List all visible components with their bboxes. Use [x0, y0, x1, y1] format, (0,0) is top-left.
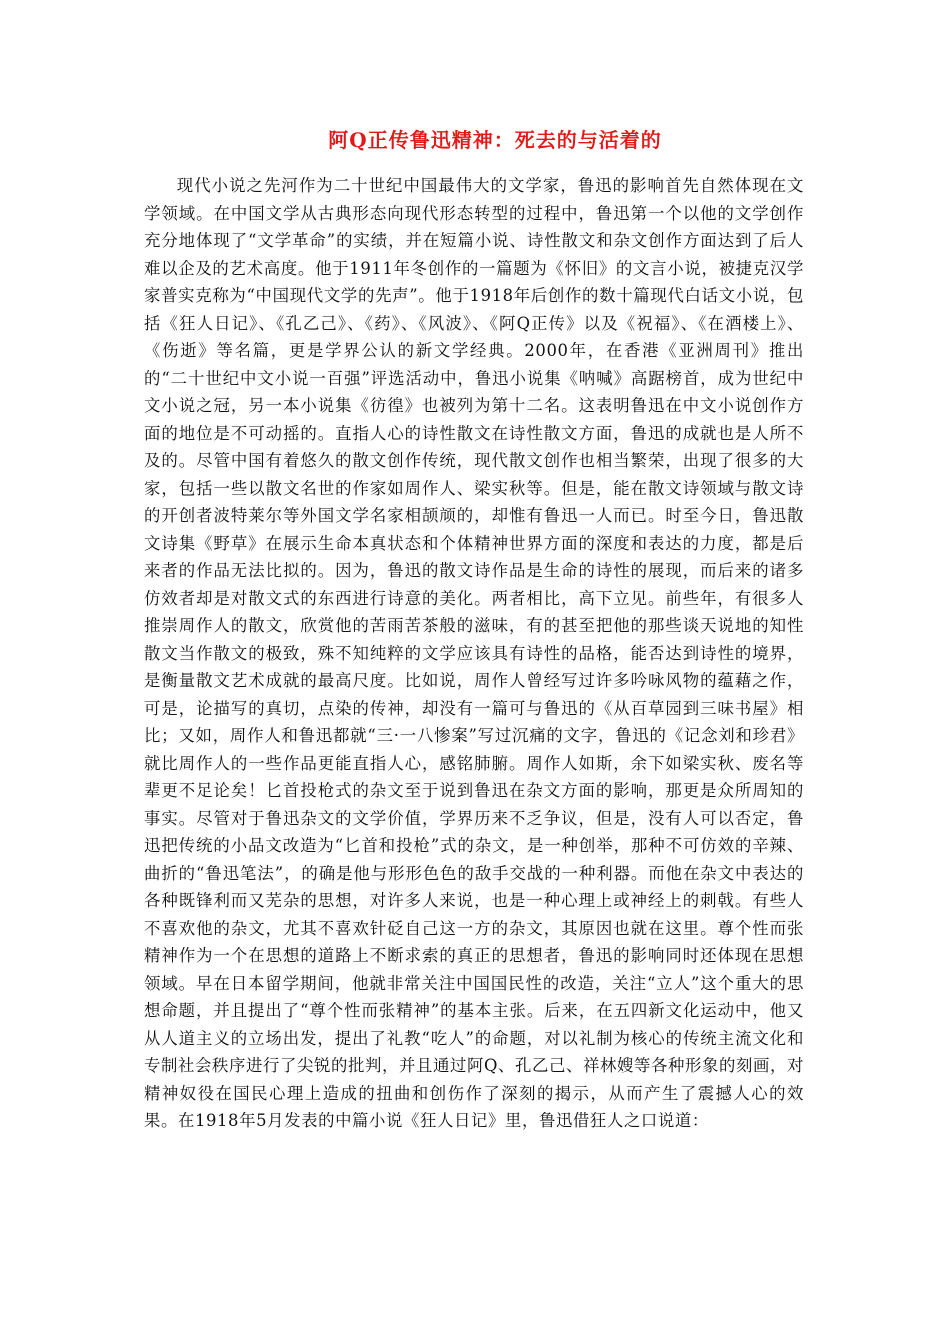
- document-title: 阿Q正传鲁迅精神：死去的与活着的: [328, 128, 662, 152]
- body-paragraph: 现代小说之先河作为二十世纪中国最伟大的文学家，鲁迅的影响首先自然体现在文学领域。在中国文学从古典形态向现代形态转型的过程中，鲁迅第一个以他的文学创作充分地体现了“文学革命”的实绩，并在短篇小说、诗性散文和杂文创作方面达到了后人难以企及的艺术高度。他于1911年冬创作的一篇题为《怀旧》的文言小说，被捷克汉学家普实克称为“中国现代文学的先声”。他于1918年后创作的数十篇现代白话文小说，包括《狂人日记》、《孔乙己》、《药》、《风波》、《阿Q正传》以及《祝福》、《在酒楼上》、《伤逝》等名篇，更是学界公认的新文学经典。2000年，在香港《亚洲周刊》推出的“二十世纪中文小说一百强”评选活动中，鲁迅小说集《呐喊》高踞榜首，成为世纪中文小说之冠，另一本小说集《彷徨》也被列为第十二名。这表明鲁迅在中文小说创作方面的地位是不可动摇的。直指人心的诗性散文在诗性散文方面，鲁迅的成就也是人所不及的。尽管中国有着悠久的散文创作传统，现代散文创作也相当繁荣，出现了很多的大家，包括一些以散文名世的作家如周作人、梁实秋等。但是，能在散文诗领域与散文诗的开创者波特莱尔等外国文学名家相颉颃的，却惟有鲁迅一人而已。时至今日，鲁迅散文诗集《野草》在展示生命本真状态和个体精神世界方面的深度和表达的力度，都是后来者的作品无法比拟的。因为，鲁迅的散文诗作品是生命的诗性的展现，而后来的诸多仿效者却是对散文式的东西进行诗意的美化。两者相比，高下立见。前些年，有很多人推崇周作人的散文，欣赏他的苦雨苦茶般的滋味，有的甚至把他的那些谈天说地的知性散文当作散文的极致，殊不知纯粹的文学应该具有诗性的品格，能否达到诗性的境界，是衡量散文艺术成就的最高尺度。比如说，周作人曾经写过许多吟咏风物的蕴藉之作，可是，论描写的真切，点染的传神，却没有一篇可与鲁迅的《从百草园到三味书屋》相比；又如，周作人和鲁迅都就“三·一八惨案”写过沉痛的文字，鲁迅的《记念刘和珍君》就比周作人的一些作品更能直指人心，感铭肺腑。周作人如斯，余下如梁实秋、废名等辈更不足论矣！匕首投枪式的杂文至于说到鲁迅在杂文方面的影响，那更是众所周知的事实。尽管对于鲁迅杂文的文学价值，学界历来不乏争议，但是，没有人可以否定，鲁迅把传统的小品文改造为“匕首和投枪”式的杂文，是一种创举，那种不可仿效的辛辣、曲折的“鲁迅笔法”，的确是他与形形色色的敌手交战的一种利器。而他在杂文中表达的各种既锋利而又芜杂的思想，对许多人来说，也是一种心理上或神经上的刺戟。有些人不喜欢他的杂文，尤其不喜欢针砭自己这一方的杂文，其原因也就在这里。尊个性而张精神作为一个在思想的道路上不断求索的真正的思想者，鲁迅的影响同时还体现在思想领域。早在日本留学期间，他就非常关注中国国民性的改造，关注“立人”这个重大的思想命题，并且提出了“尊个性而张精神”的基本主张。后来，在五四新文化运动中，他又从人道主义的立场出发，提出了礼教“吃人”的命题，对以礼制为核心的传统主流文化和专制社会秩序进行了尖锐的批判，并且通过阿Q、孔乙己、祥林嫂等各种形象的刻画，对精神奴役在国民心理上造成的扭曲和创伤作了深刻的揭示，从而产生了震撼人心的效果。在1918年5月发表的中篇小说《狂人日记》里，鲁迅借狂人之口说道：: [144, 176, 804, 1130]
